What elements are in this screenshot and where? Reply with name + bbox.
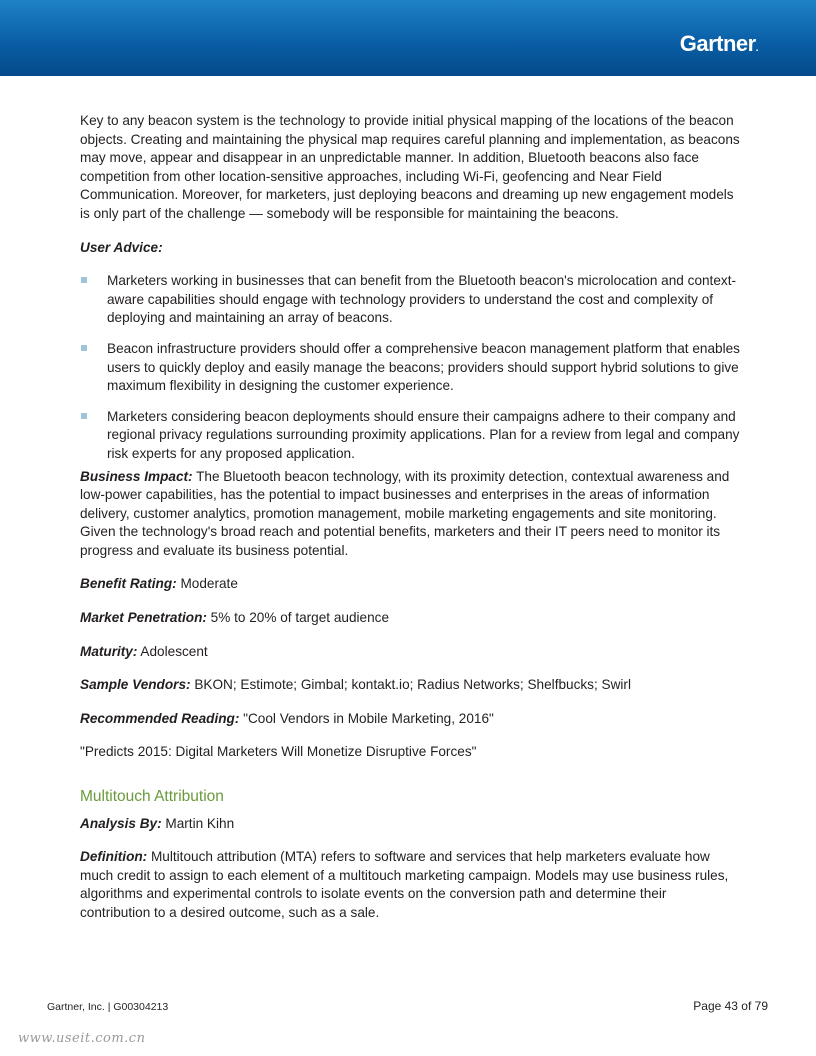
section-title: Multitouch Attribution <box>80 788 224 806</box>
market-penetration-value: 5% to 20% of target audience <box>206 610 390 626</box>
sample-vendors-label: Sample Vendors: <box>80 677 191 693</box>
square-bullet-icon <box>81 345 87 351</box>
business-impact-text: The Bluetooth beacon technology, with its proximity detection, contextual awareness and low-power capabilities, has the potential to impact businesses and enterprises in the areas of information delivery, customer analytics, promotion management, mobile marketing engagements and site monitoring. Given the technology's broad reach and potential benefits, marketers and their IT peers need to monitor its progress and evaluate its business potential. <box>80 468 730 558</box>
definition-paragraph <box>80 848 740 922</box>
business-impact-paragraph <box>80 468 740 561</box>
list-item-text: Marketers considering beacon deployments should ensure their campaigns adhere to their company and regional privacy regulations surrounding proximity applications. Plan for a review from legal and company risk experts for any proposed application. <box>107 408 740 461</box>
recommended-reading <box>80 710 740 729</box>
intro-paragraph: Key to any beacon system is the technology to provide initial physical mapping of the locations of the beacon objects. Creating and maintaining the physical map requires careful planning and implementation, as beacons may move, appear and disappear in an unpredictable manner. In addition, Bluetooth beacons also face competition from other location-sensitive approaches, including Wi-Fi, geofencing and Near Field Communication. Moreover, for marketers, just deploying beacons and dreaming up new engagement models is only part of the challenge — somebody will be responsible for maintaining the beacons. <box>80 113 740 221</box>
market-penetration <box>80 609 740 628</box>
benefit-rating-label: Benefit Rating: <box>80 576 177 592</box>
recommended-reading-label: Recommended Reading: <box>80 710 240 726</box>
list-item-text: Beacon infrastructure providers should offer a comprehensive beacon management platform that enables users to quickly deploy and easily manage the beacons; providers should support hybrid solutions to give maximum flexibility in designing the customer experience. <box>107 340 740 394</box>
square-bullet-icon <box>81 277 87 283</box>
footer-page-number: Page 43 of 79 <box>693 999 768 1013</box>
list-item <box>80 272 740 328</box>
definition-label: Definition: <box>80 849 148 865</box>
recommended-reading-second: "Predicts 2015: Digital Marketers Will Monetize Disruptive Forces" <box>80 744 477 760</box>
recommended-reading-value: "Cool Vendors in Mobile Marketing, 2016" <box>239 710 494 726</box>
watermark: www.useit.com.cn <box>18 1031 146 1046</box>
list-item-text: Marketers working in businesses that can benefit from the Bluetooth beacon's microlocation and context-aware capabilities should engage with technology providers to understand the cost and complexity of deploying and maintaining an array of beacons. <box>107 273 736 326</box>
definition-text: Multitouch attribution (MTA) refers to software and services that help marketers evaluate how much credit to assign to each element of a multitouch marketing campaign. Models may use business rules, algorithms and experimental controls to isolate events on the conversion path and determine their contribution to a desired outcome, such as a sale. <box>80 849 729 920</box>
analysis-by <box>80 815 740 834</box>
maturity-label: Maturity: <box>80 643 138 659</box>
maturity <box>80 643 740 662</box>
logo-text: Gartner <box>679 31 756 56</box>
maturity-value: Adolescent <box>137 643 208 659</box>
list-item <box>80 408 740 464</box>
analysis-by-label: Analysis By: <box>80 815 162 831</box>
sample-vendors-value: BKON; Estimote; Gimbal; kontakt.io; Radius Networks; Shelfbucks; Swirl <box>190 677 631 693</box>
footer-publisher: Gartner, Inc. | G00304213 <box>47 1001 169 1013</box>
market-penetration-label: Market Penetration: <box>80 610 207 626</box>
list-item <box>80 340 740 396</box>
page-content <box>80 112 740 923</box>
benefit-rating-value: Moderate <box>176 576 238 592</box>
gartner-logo <box>680 31 758 57</box>
header-band <box>0 0 816 76</box>
business-impact-label: Business Impact: <box>80 468 193 484</box>
analysis-by-value: Martin Kihn <box>161 815 235 831</box>
logo-dot: . <box>755 43 758 54</box>
benefit-rating <box>80 575 740 594</box>
user-advice-list <box>80 272 740 463</box>
square-bullet-icon <box>81 413 87 419</box>
sample-vendors <box>80 676 740 695</box>
user-advice-heading <box>80 239 740 258</box>
user-advice-label: User Advice: <box>80 239 163 255</box>
